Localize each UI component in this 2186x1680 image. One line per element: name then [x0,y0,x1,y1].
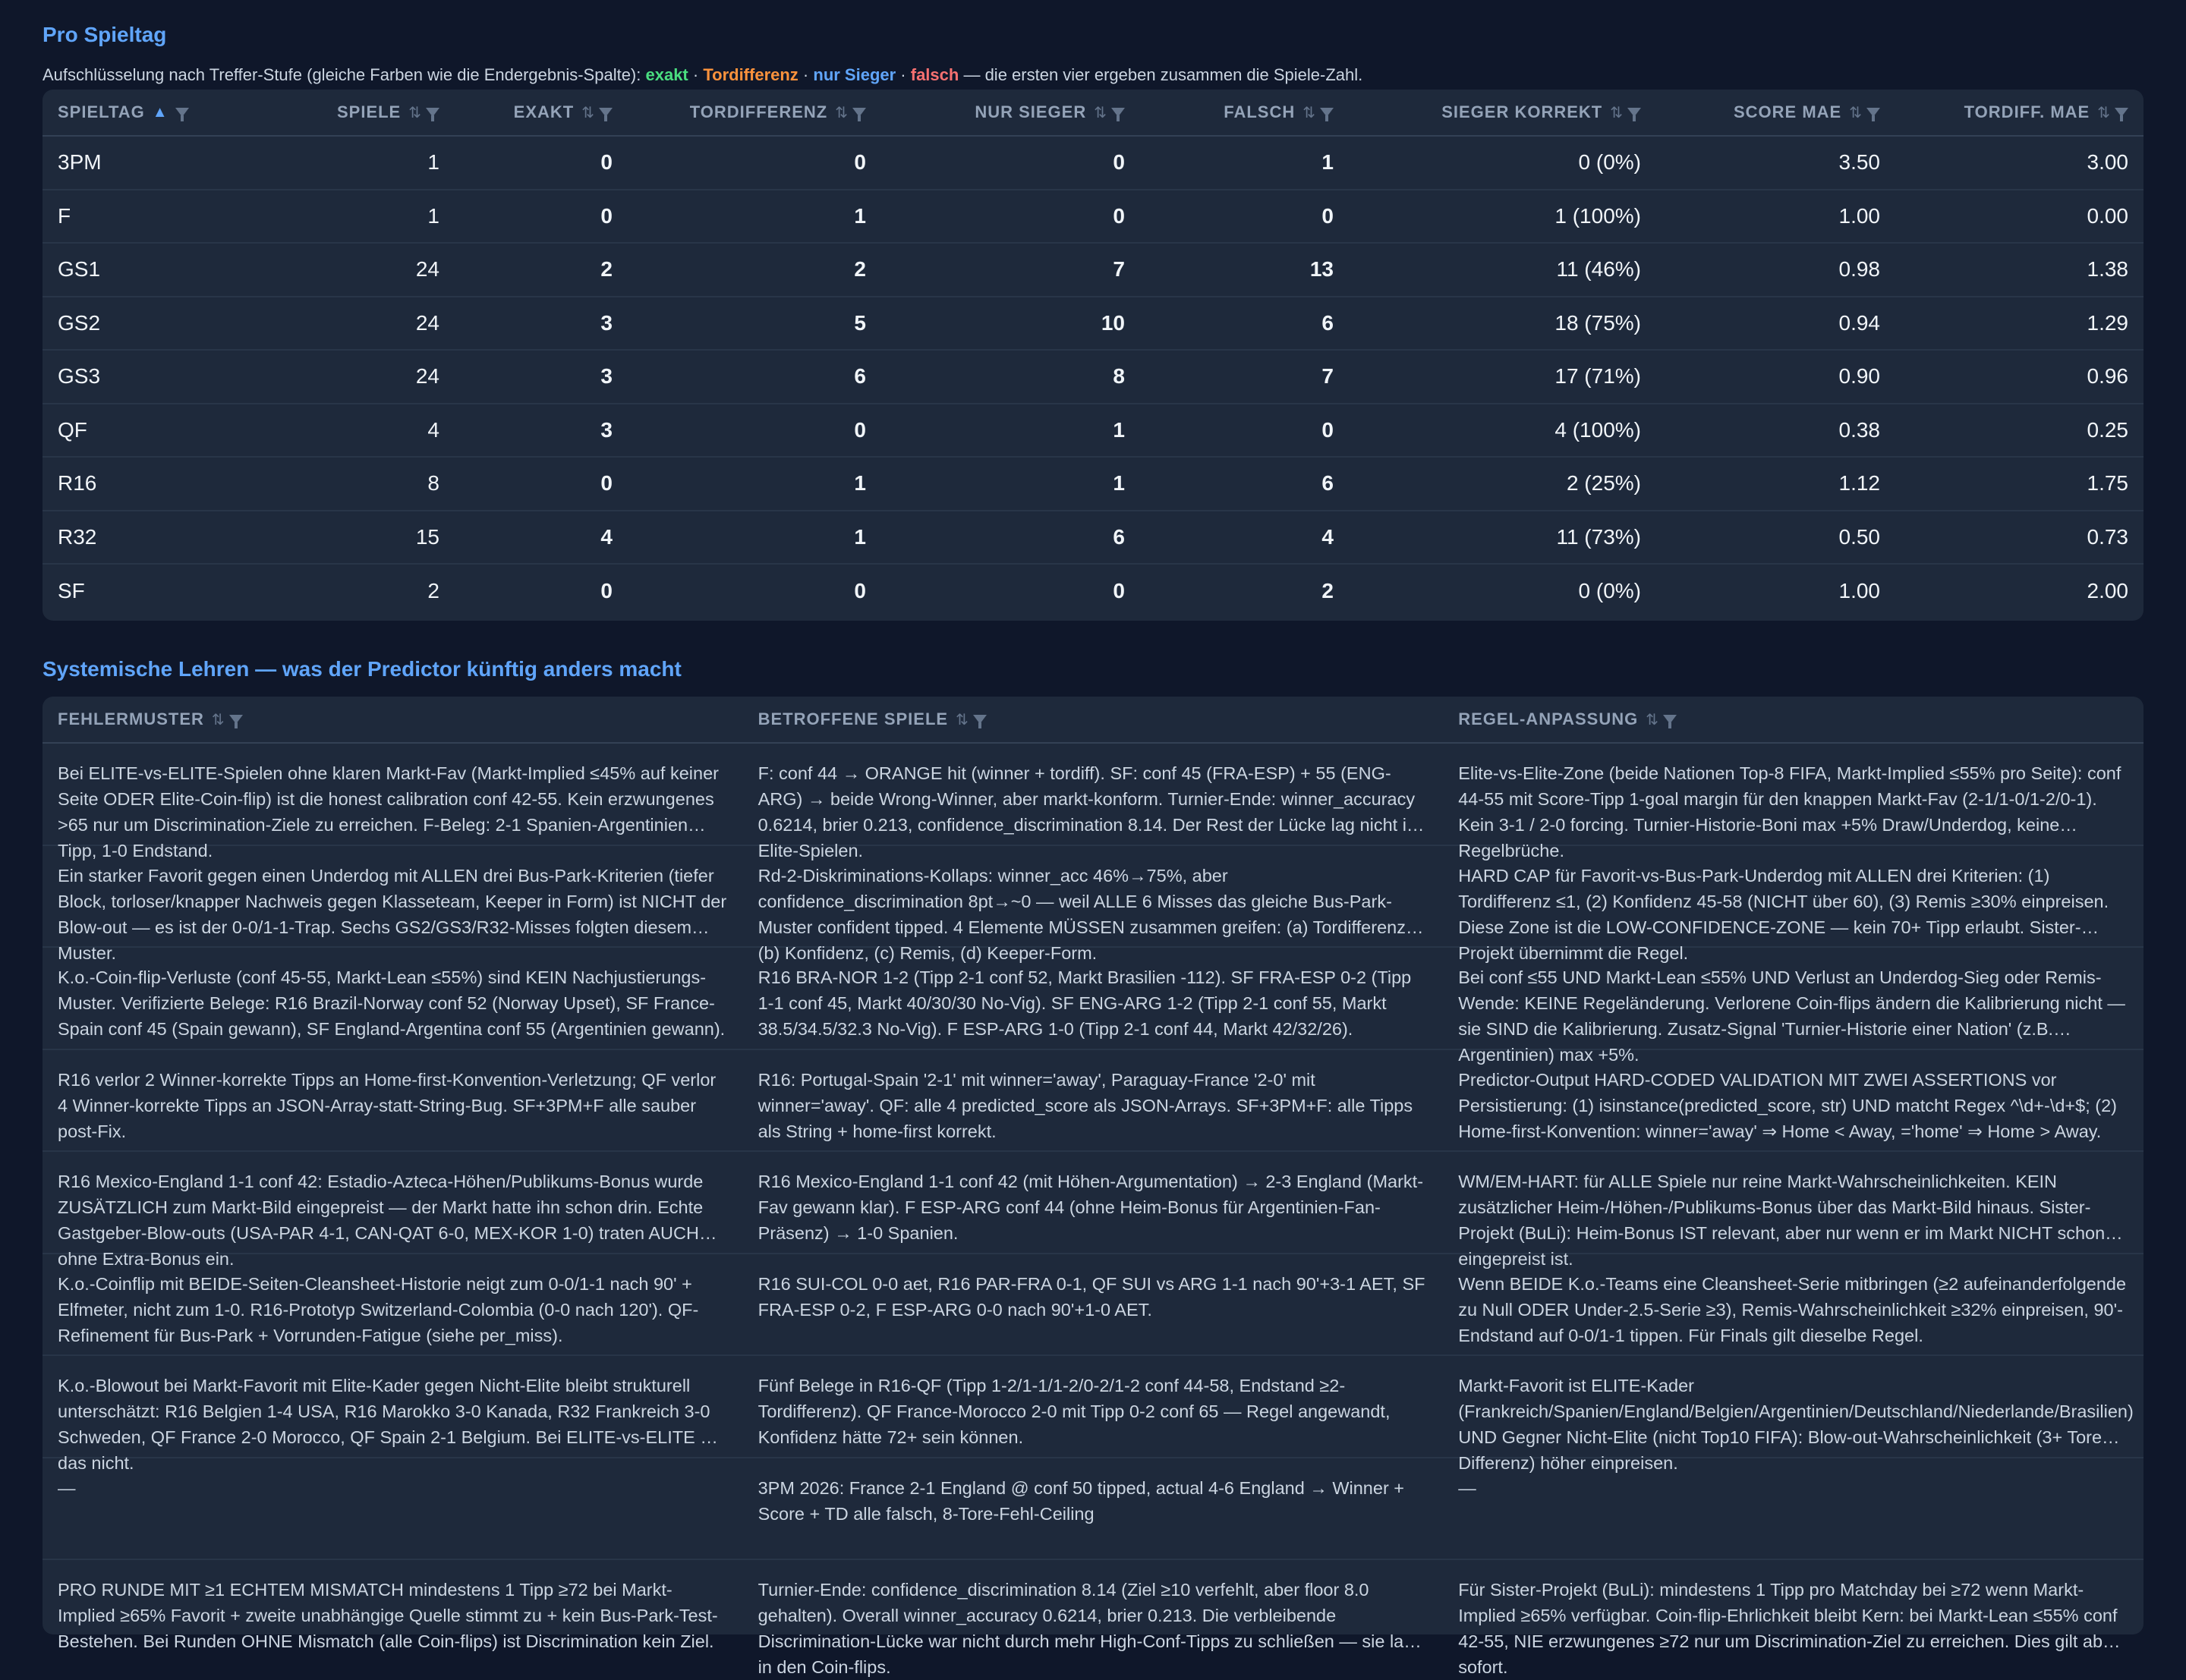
cell-regel-anpassung [1443,744,2143,860]
cell-text: 3PM 2026: France 2-1 England @ conf 50 tipped, actual 4-6 England → Winner + Score + TD alle falsch, 8-Tore-Fehl-Ceiling [758,1477,1405,1524]
spieltag-table [43,90,2143,621]
cell-text: K.o.-Blowout bei Markt-Favorit mit Elite-Kader gegen Nicht-Elite bleibt strukturell unterschätzt: R16 Belgien 1-4 USA, R16 Marokko 3-0 Kanada, R32 Frankreich 3-0 Schweden, QF France 2-0 Morocco, QF Spain 2-1 Belgium. Bei ELITE-vs-ELITE gilt das nicht. [58,1376,723,1473]
cell-falsch: 7 [1321,364,1334,389]
cell-falsch: 1 [1321,150,1334,175]
cell-spiele: 24 [415,364,439,389]
cell-spieltag: QF [58,417,87,442]
legend-exakt: exakt [645,65,688,84]
cell-korrekt: 1 (100%) [1554,203,1641,228]
filter-icon[interactable] [2115,108,2128,117]
cell-score_mae: 1.00 [1838,579,1880,603]
cell-tordiff: 0 [854,417,866,442]
column-header-fehlermuster[interactable] [43,709,743,729]
cell-text: Rd-2-Diskriminations-Kollaps: winner_acc 46%→75%, aber confidence_discrimination 8pt→~0 — weil ALLE 6 Misses das gleiche Bus-Park-Muster confident tipped. 4 Elemente MÜSSEN zusammen greifen: (a) Tordifferenz, (b) Konfidenz, (c) Remis, (d) Keeper-Form. [758,865,1411,963]
cell-text: Predictor-Output HARD-CODED VALIDATION MIT ZWEI ASSERTIONS vor Persistierung: (1) isinstance(predicted_score, str) UND matcht Regex ^\d+-\d+$; (2) Home-first-Konvention: winner='away' ⇒ Home < Away, ='home' ⇒ Home > Away. [1458,1069,2117,1141]
column-header-exakt[interactable] [455,102,628,122]
cell-text: R16 Mexico-England 1-1 conf 42: Estadio-Azteca-Höhen/Publikums-Bonus wurde ZUSÄTZLICH zum Markt-Bild eingepreist — der Markt hatte ihn schon drin. Echte Gastgeber-Blow-outs (USA-PAR 4-1, CAN-QAT 6-0, MEX-KOR 1-0) traten AUCH ohne Extra-Bonus ein. [58,1172,704,1269]
cell-sieger: 0 [1113,579,1125,603]
cell-text: Turnier-Ende: confidence_discrimination 8.14 (Ziel ≥10 verfehlt, aber floor 8.0 gehalten). Overall winner_accuracy 0.6214, brier 0.213. Die verbleibende Discrimination-Lücke war nicht durch mehr High-Conf-Tipps zu schließen — sie lag in den Coin-flips. [758,1580,1414,1677]
cell-fehlermuster [43,1152,743,1269]
cell-tordiff_mae: 1.38 [2087,257,2128,282]
cell-exakt: 3 [600,417,613,442]
legend-sep-2: · [798,65,814,84]
cell-fehlermuster [43,846,743,963]
cell-exakt: 0 [600,203,613,228]
lessons-row [43,1254,2143,1357]
cell-tordiff: 1 [854,203,866,228]
cell-spiele: 24 [415,257,439,282]
table-row [43,190,2143,244]
table-row [43,404,2143,458]
column-header-spiele[interactable] [301,102,455,122]
column-header-sieger[interactable] [881,102,1140,122]
filter-icon[interactable] [426,108,439,117]
cell-betroffene-spiele [743,1356,1444,1457]
cell-sieger: 7 [1113,257,1125,282]
cell-text: Bei conf ≤55 UND Markt-Lean ≤55% UND Verlust an Underdog-Sieg oder Remis-Wende: KEINE Regeländerung. Verlorene Coin-flips ändern die Kalibrierung nicht — sie SIND die Kalibrierung. Zusatz-Signal 'Turnier-Historie einer Nation' (z.B. Argentinien) max +5%. [1458,967,2125,1065]
cell-korrekt: 18 (75%) [1554,310,1641,335]
cell-fehlermuster [43,1356,743,1473]
sort-icon[interactable]: ⇅ [1849,104,1859,121]
cell-tordiff_mae: 3.00 [2087,150,2128,175]
cell-betroffene-spiele [743,1152,1444,1253]
cell-falsch: 0 [1321,203,1334,228]
cell-tordiff: 6 [854,364,866,389]
cell-text: — [58,1477,76,1498]
cell-tordiff_mae: 0.00 [2087,203,2128,228]
cell-score_mae: 0.50 [1838,524,1880,549]
cell-exakt: 3 [600,364,613,389]
table-row [43,458,2143,511]
section-title-systemische-lehren: Systemische Lehren — was der Predictor künftig anders macht [43,657,682,681]
cell-korrekt: 11 (46%) [1556,257,1641,282]
column-header-label: BETROFFENE SPIELE [758,709,949,728]
cell-spiele: 15 [415,524,439,549]
cell-falsch: 13 [1309,257,1334,282]
cell-text: Elite-vs-Elite-Zone (beide Nationen Top-8 FIFA, Markt-Implied ≤55% pro Seite): conf 44-55 mit Score-Tipp 1-goal margin für den knappen Markt-Fav (2-1/1-0/1-2/0-1). Kein 3-1 / 2-0 forcing. Turnier-Historie-Boni max +5% Draw/Underdog, keine Regelbrüche. [1458,763,2121,860]
lessons-row [43,948,2143,1065]
cell-regel-anpassung [1443,1356,2143,1473]
cell-korrekt: 2 (25%) [1566,471,1641,496]
sort-icon[interactable]: ⇅ [408,104,418,121]
cell-betroffene-spiele [743,744,1444,860]
cell-fehlermuster [43,1560,743,1663]
cell-sieger: 10 [1101,310,1125,335]
cell-betroffene-spiele [743,1560,1444,1677]
filter-icon[interactable] [1663,715,1677,724]
cell-spieltag: R16 [58,471,97,496]
sort-icon[interactable]: ⇅ [1610,104,1620,121]
column-header-spieltag[interactable] [43,102,301,122]
cell-text: K.o.-Coinflip mit BEIDE-Seiten-Cleansheet-Historie neigt zum 0-0/1-1 nach 90' + Elfmeter, nicht zum 1-0. R16-Prototyp Switzerland-Colombia (0-0 nach 120'). QF-Refinement für Bus-Park + Vorrunden-Fatigue (siehe per_miss). [58,1273,699,1345]
filter-icon[interactable] [973,715,987,724]
sort-icon[interactable]: ⇅ [2097,104,2107,121]
table-row [43,565,2143,618]
cell-tordiff: 0 [854,150,866,175]
sort-icon[interactable]: ⇅ [1094,104,1104,121]
filter-icon[interactable] [852,108,866,117]
filter-icon[interactable] [175,108,189,117]
cell-regel-anpassung [1443,1050,2143,1151]
column-header-label: FEHLERMUSTER [58,709,204,728]
filter-icon[interactable] [1866,108,1880,117]
cell-sieger: 6 [1113,524,1125,549]
cell-spieltag: SF [58,579,85,603]
cell-exakt: 2 [600,257,613,282]
cell-fehlermuster [43,1458,743,1559]
column-header-tordiff[interactable] [628,102,881,122]
cell-regel-anpassung [1443,1254,2143,1355]
cell-spiele: 8 [427,471,439,496]
cell-korrekt: 0 (0%) [1578,579,1641,603]
cell-betroffene-spiele [743,948,1444,1049]
lessons-row [43,1356,2143,1473]
cell-text: R16 Mexico-England 1-1 conf 42 (mit Höhen-Argumentation) → 2-3 England (Markt-Fav gewann klar). F ESP-ARG conf 44 (ohne Heim-Bonus für Argentinien-Fan-Präsenz) → 1-0 Spanien. [758,1172,1424,1243]
column-header-regel-anpassung[interactable] [1443,709,2143,729]
cell-fehlermuster [43,744,743,860]
cell-text: Markt-Favorit ist ELITE-Kader (Frankreich/Spanien/England/Belgien/Argentinien/Deutschland/Niederlande/Brasilien) UND Gegner Nicht-Elite (nicht Top10 FIFA): Blow-out-Wahrscheinlichkeit (3+ Tore Differenz) höher einpreisen. [1458,1376,2134,1473]
lessons-row [43,1050,2143,1153]
cell-tordiff_mae: 0.25 [2087,417,2128,442]
cell-sieger: 1 [1113,417,1125,442]
cell-spiele: 1 [427,150,439,175]
column-header-korrekt[interactable] [1349,102,1656,122]
cell-score_mae: 0.38 [1838,417,1880,442]
cell-spieltag: 3PM [58,150,102,175]
lessons-table-body [43,744,2143,1677]
cell-tordiff_mae: 1.75 [2087,471,2128,496]
filter-icon[interactable] [229,715,243,724]
cell-betroffene-spiele [743,1050,1444,1151]
cell-tordiff_mae: 1.29 [2087,310,2128,335]
cell-tordiff: 2 [854,257,866,282]
cell-text: R16 SUI-COL 0-0 aet, R16 PAR-FRA 0-1, QF SUI vs ARG 1-1 nach 90'+3-1 AET, SF FRA-ESP 0-2, F ESP-ARG 0-0 nach 90'+1-0 AET. [758,1273,1425,1320]
cell-score_mae: 1.00 [1838,203,1880,228]
cell-tordiff: 1 [854,524,866,549]
table-row [43,244,2143,297]
cell-sieger: 1 [1113,471,1125,496]
table-row [43,137,2143,190]
cell-sieger: 8 [1113,364,1125,389]
filter-icon[interactable] [1627,108,1641,117]
cell-tordiff_mae: 2.00 [2087,579,2128,603]
cell-fehlermuster [43,948,743,1049]
cell-regel-anpassung [1443,948,2143,1065]
cell-score_mae: 0.98 [1838,257,1880,282]
cell-korrekt: 11 (73%) [1556,524,1641,549]
lessons-row [43,1560,2143,1677]
column-header-label: FALSCH [1224,102,1296,121]
cell-tordiff: 5 [854,310,866,335]
cell-korrekt: 0 (0%) [1578,150,1641,175]
cell-regel-anpassung [1443,1560,2143,1677]
cell-tordiff_mae: 0.96 [2087,364,2128,389]
cell-tordiff: 0 [854,579,866,603]
cell-spieltag: GS3 [58,364,101,389]
cell-falsch: 0 [1321,417,1334,442]
sort-asc-icon[interactable]: ▲ [152,103,168,121]
cell-exakt: 0 [600,579,613,603]
table-row [43,297,2143,351]
cell-regel-anpassung [1443,846,2143,963]
cell-score_mae: 3.50 [1838,150,1880,175]
cell-spieltag: GS1 [58,257,101,282]
cell-exakt: 4 [600,524,613,549]
cell-falsch: 6 [1321,310,1334,335]
lessons-row [43,846,2143,963]
cell-text: HARD CAP für Favorit-vs-Bus-Park-Underdog mit ALLEN drei Kriterien: (1) Tordifferenz ≤1, (2) Konfidenz 45-58 (NICHT über 60), (3) Remis ≥30% einpreisen. Diese Zone ist die LOW-CONFIDENCE-ZONE — kein 70+ Tipp erlaubt. Sister-Projekt übernimmt die Regel. [1458,865,2109,963]
cell-falsch: 2 [1321,579,1334,603]
column-header-falsch[interactable] [1140,102,1349,122]
column-header-label: SCORE MAE [1733,102,1842,121]
cell-betroffene-spiele [743,1254,1444,1355]
cell-text: — [1458,1477,1476,1498]
filter-icon[interactable] [1111,108,1125,117]
cell-regel-anpassung [1443,1458,2143,1559]
lessons-table-header [43,697,2143,744]
cell-korrekt: 17 (71%) [1554,364,1641,389]
cell-sieger: 0 [1113,203,1125,228]
cell-text: R16: Portugal-Spain '2-1' mit winner='away', Paraguay-France '2-0' mit winner='away'. QF: alle 4 predicted_score als JSON-Arrays. SF+3PM+F: alle Tipps als String + home-first korrekt. [758,1069,1413,1141]
cell-korrekt: 4 (100%) [1554,417,1641,442]
legend-sep-1: · [688,65,704,84]
cell-score_mae: 1.12 [1838,471,1880,496]
cell-fehlermuster [43,1254,743,1355]
cell-spieltag: GS2 [58,310,101,335]
cell-tordiff: 1 [854,471,866,496]
column-header-label: TORDIFF. MAE [1964,102,2090,121]
cell-text: F: conf 44 → ORANGE hit (winner + tordiff). SF: conf 45 (FRA-ESP) + 55 (ENG-ARG) → beide Wrong-Winner, aber markt-konform. Turnier-Ende: winner_accuracy 0.6214, brier 0.213, confidence_discrimination 8.14. Der Rest der Lücke lag nicht in Elite-Spielen. [758,763,1416,860]
cell-spieltag: R32 [58,524,97,549]
cell-text: R16 BRA-NOR 1-2 (Tipp 2-1 conf 52, Markt Brasilien -112). SF FRA-ESP 0-2 (Tipp 1-1 conf 45, Markt 40/30/30 No-Vig). SF ENG-ARG 1-2 (Tipp 2-1 conf 55, Markt 38.5/34.5/32.3 No-Vig). F ESP-ARG 1-0 (Tipp 2-1 conf 44, Markt 42/32/26). [758,967,1412,1039]
cell-falsch: 6 [1321,471,1334,496]
cell-spiele: 1 [427,203,439,228]
sort-icon[interactable]: ⇅ [956,711,965,728]
cell-spiele: 4 [427,417,439,442]
cell-exakt: 3 [600,310,613,335]
cell-sieger: 0 [1113,150,1125,175]
cell-tordiff_mae: 0.73 [2087,524,2128,549]
column-header-label: REGEL-ANPASSUNG [1458,709,1639,728]
legend-tordifferenz: Tordifferenz [703,65,798,84]
lessons-row [43,744,2143,860]
lessons-row [43,1458,2143,1561]
cell-text: Wenn BEIDE K.o.-Teams eine Cleansheet-Serie mitbringen (≥2 aufeinanderfolgende zu Null ODER Under-2.5-Serie ≥3), Remis-Wahrscheinlichkeit ≥32% einpreisen, 90'-Endstand auf 0-0/1-1 tippen. Für Finals gilt dieselbe Regel. [1458,1273,2127,1345]
column-header-label: EXAKT [513,102,575,121]
cell-text: PRO RUNDE MIT ≥1 ECHTEM MISMATCH mindestens 1 Tipp ≥72 bei Markt-Implied ≥65% Favorit + zweite unabhängige Quelle stimmt zu + kein Bus-Park-Test-Bestehen. Bei Runden OHNE Mismatch (alle Coin-flips) ist Discrimination kein Ziel. [58,1580,718,1651]
column-header-label: NUR SIEGER [975,102,1087,121]
cell-falsch: 4 [1321,524,1334,549]
column-header-tordiff_mae[interactable] [1895,102,2143,122]
column-header-label: SPIELTAG [58,102,145,121]
cell-text: Für Sister-Projekt (BuLi): mindestens 1 Tipp pro Matchday bei ≥72 wenn Markt-Implied ≥65% verfügbar. Coin-flip-Ehrlichkeit bleibt Kern: bei Markt-Lean ≤55% conf 42-55, NIE erzwungenes ≥72 nur um Discrimination-Ziel zu erreichen. Dies gilt ab sofort. [1458,1580,2118,1677]
lessons-row [43,1152,2143,1269]
cell-text: K.o.-Coin-flip-Verluste (conf 45-55, Markt-Lean ≤55%) sind KEIN Nachjustierungs-Muster. Verifizierte Belege: R16 Brazil-Norway conf 52 (Norway Upset), SF France-Spain conf 45 (Spain gewann), SF England-Argentina conf 55 (Argentinien gewann). [58,967,726,1039]
filter-icon[interactable] [599,108,613,117]
cell-text: Fünf Belege in R16-QF (Tipp 1-2/1-1/1-2/0-2/1-2 conf 44-58, Endstand ≥2-Tordifferenz). QF France-Morocco 2-0 mit Tipp 0-2 conf 65 — Regel angewandt, Konfidenz hätte 72+ sein können. [758,1376,1391,1447]
cell-text: R16 verlor 2 Winner-korrekte Tipps an Home-first-Konvention-Verletzung; QF verlor 4 Winner-korrekte Tipps an JSON-Array-statt-String-Bug. SF+3PM+F alle sauber post-Fix. [58,1069,717,1141]
cell-spieltag: F [58,203,71,228]
cell-betroffene-spiele [743,846,1444,963]
cell-score_mae: 0.94 [1838,310,1880,335]
legend-nur-sieger: nur Sieger [813,65,896,84]
cell-exakt: 0 [600,471,613,496]
column-header-label: SIEGER KORREKT [1441,102,1603,121]
sort-icon[interactable]: ⇅ [211,711,222,728]
cell-regel-anpassung [1443,1152,2143,1269]
subtitle-prefix: Aufschlüsselung nach Treffer-Stufe (gleiche Farben wie die Endergebnis-Spalte): [43,65,646,84]
subtitle-suffix: — die ersten vier ergeben zusammen die Spiele-Zahl. [959,65,1363,84]
cell-spiele: 24 [415,310,439,335]
column-header-score_mae[interactable] [1656,102,1895,122]
cell-score_mae: 0.90 [1838,364,1880,389]
column-header-label: SPIELE [336,102,402,121]
cell-betroffene-spiele [743,1458,1444,1559]
legend-sep-3: · [896,65,911,84]
filter-icon[interactable] [1320,108,1334,117]
cell-text: Ein starker Favorit gegen einen Underdog mit ALLEN drei Bus-Park-Kriterien (tiefer Block, torloser/knapper Nachweis gegen Klasseteam, Keeper in Form) ist NICHT der Blow-out — es ist der 0-0/1-1-Trap. Sechs GS2/GS3/R32-Misses folgten diesem Muster. [58,865,727,963]
cell-text: Bei ELITE-vs-ELITE-Spielen ohne klaren Markt-Fav (Markt-Implied ≤45% auf keiner Seite ODER Elite-Coin-flip) ist die honest calibration conf 42-55. Kein erzwungenes >65 nur um Discrimination-Ziele zu erreichen. F-Beleg: 2-1 Spanien-Argentinien Tipp, 1-0 Endstand. [58,763,719,860]
legend-falsch: falsch [910,65,959,84]
cell-spiele: 2 [427,579,439,603]
sort-icon[interactable]: ⇅ [581,104,591,121]
column-header-betroffene-spiele[interactable] [743,709,1444,729]
cell-exakt: 0 [600,150,613,175]
sort-icon[interactable]: ⇅ [1302,104,1312,121]
table-header [43,90,2143,137]
section-subtitle [43,65,1362,85]
cell-fehlermuster [43,1050,743,1151]
table-body [43,137,2143,618]
lessons-table [43,697,2143,1677]
table-row [43,511,2143,565]
cell-text: WM/EM-HART: für ALLE Spiele nur reine Markt-Wahrscheinlichkeiten. KEIN zusätzlicher Heim-/Höhen-/Publikums-Bonus über das Markt-Bild hinaus. Sister-Projekt (BuLi): Heim-Bonus IST relevant, aber nur wenn er im Markt NICHT schon eingepreist ist. [1458,1172,2106,1269]
column-header-label: TORDIFFERENZ [689,102,828,121]
sort-icon[interactable]: ⇅ [1646,711,1656,728]
sort-icon[interactable]: ⇅ [835,104,845,121]
section-title-pro-spieltag: Pro Spieltag [43,23,167,46]
table-row [43,351,2143,404]
